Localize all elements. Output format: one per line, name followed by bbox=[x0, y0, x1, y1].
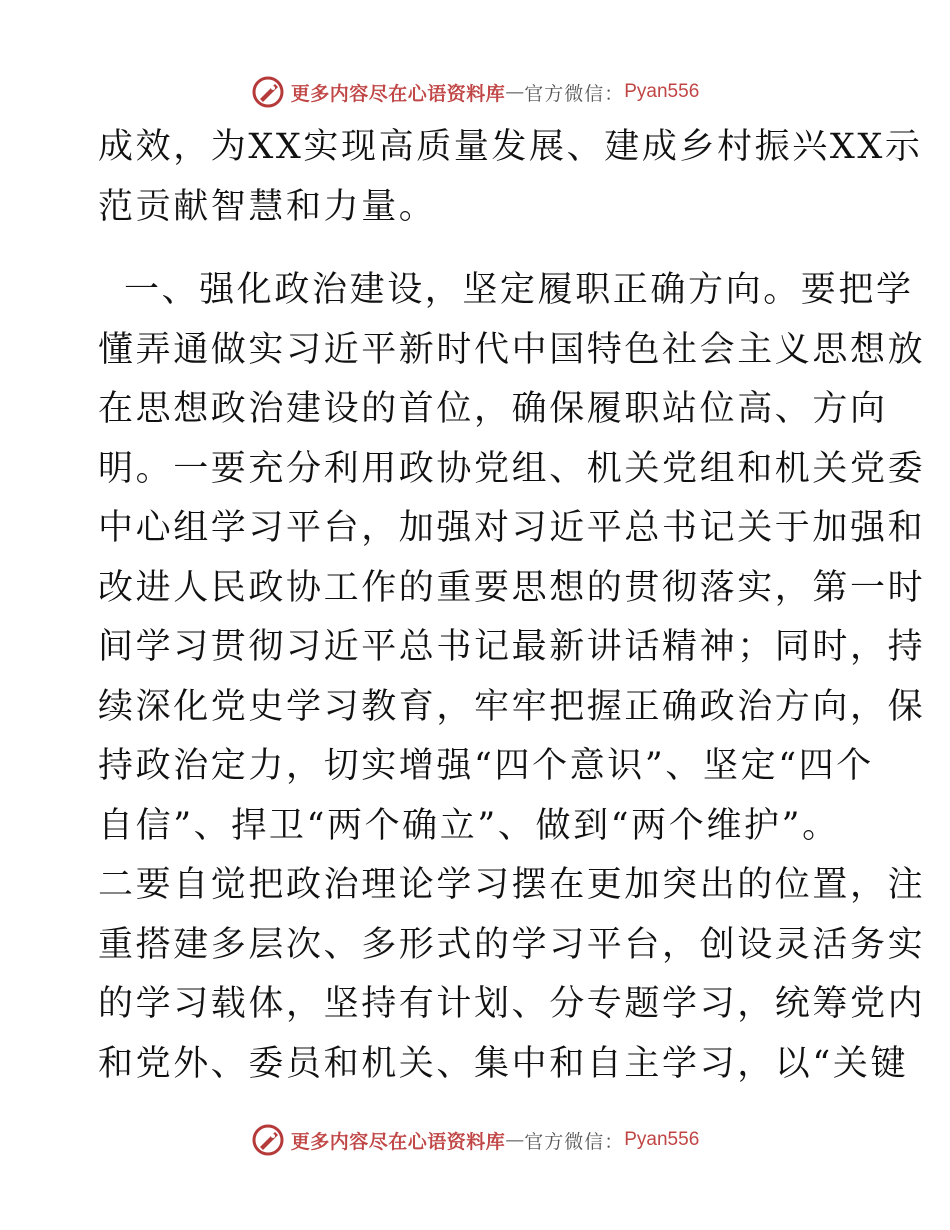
text-line: 范贡献智慧和力量。 bbox=[98, 186, 437, 227]
quill-logo-icon bbox=[251, 75, 285, 109]
text-line: 间学习贯彻习近平总书记最新讲话精神；同时，持 bbox=[98, 627, 926, 667]
text-line: 的学习载体，坚持有计划、分专题学习，统筹党内 bbox=[98, 984, 926, 1024]
watermark-main-text: 更多内容尽在心语资料库 bbox=[290, 1130, 506, 1153]
watermark-dash: — bbox=[505, 1129, 525, 1151]
text-line: 成效，为XX实现高质量发展、建成乡村振兴XX示 bbox=[98, 127, 923, 167]
paragraph bbox=[98, 118, 923, 237]
text-line: 中心组学习平台，加强对习近平总书记关于加强和 bbox=[98, 508, 926, 548]
text-line: 自信”、捍卫“两个确立”、做到“两个维护”。 bbox=[98, 805, 840, 846]
watermark-sub-text: 官方微信： bbox=[524, 1130, 625, 1153]
watermark-main-text: 更多内容尽在心语资料库 bbox=[290, 82, 506, 105]
footer-watermark bbox=[0, 1120, 950, 1160]
text-line: 改进人民政协工作的重要思想的贯彻落实，第一时 bbox=[98, 567, 926, 608]
paragraph-gap bbox=[98, 237, 858, 261]
quill-logo-icon bbox=[251, 1123, 285, 1157]
text-line: 懂弄通做实习近平新时代中国特色社会主义思想放 bbox=[98, 329, 926, 370]
watermark-dash: — bbox=[505, 81, 525, 103]
text-line: 一、强化政治建设，坚定履职正确方向。要把学 bbox=[124, 270, 914, 310]
watermark-id: Pyan556 bbox=[624, 81, 700, 102]
watermark-sub-text: 官方微信： bbox=[524, 82, 625, 105]
text-line: 持政治定力，切实增强“四个意识”、坚定“四个 bbox=[98, 746, 874, 786]
paragraph bbox=[98, 261, 926, 1094]
text-line: 重搭建多层次、多形式的学习平台，创设灵活务实 bbox=[98, 924, 926, 965]
text-line: 续深化党史学习教育，牢牢把握正确政治方向，保 bbox=[98, 686, 926, 727]
text-line: 在思想政治建设的首位，确保履职站位高、方向 bbox=[98, 389, 888, 429]
text-line: 和党外、委员和机关、集中和自主学习，以“关键 bbox=[98, 1043, 909, 1084]
header-watermark bbox=[0, 72, 950, 112]
document-body bbox=[98, 118, 926, 1094]
text-line: 明。一要充分利用政协党组、机关党组和机关党委 bbox=[98, 448, 926, 489]
watermark-id: Pyan556 bbox=[624, 1129, 700, 1150]
text-line: 二要自觉把政治理论学习摆在更加突出的位置，注 bbox=[98, 865, 926, 905]
